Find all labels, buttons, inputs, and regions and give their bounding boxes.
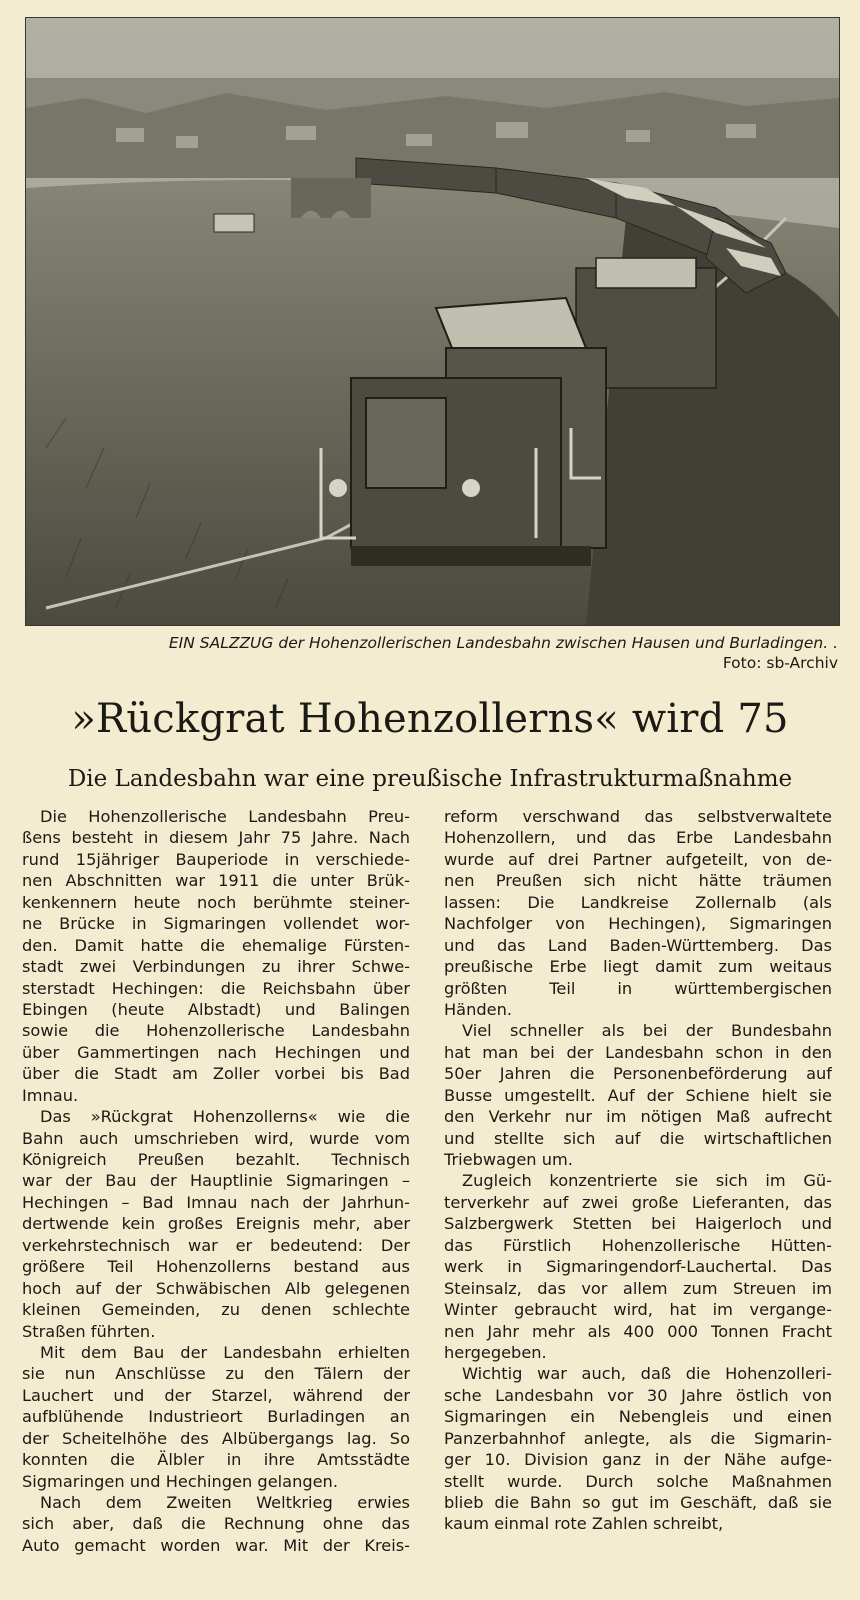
article-line: über Gammertingen nach Hechingen und [22,1042,410,1062]
article-line: ne Brücke in Sigmaringen vollendet wor- [22,914,410,934]
article-line: Händen. [444,999,512,1019]
subheadline: Die Landesbahn war eine preußische Infrastrukturmaßnahme [67,766,793,792]
article-line: stellt wurde. Durch solche Maßnahmen [444,1471,832,1491]
article-line: terverkehr auf zwei große Lieferanten, das [444,1192,832,1212]
article-line: den. Damit hatte die ehemalige Fürsten- [22,935,410,955]
caption-lead: EIN SALZZUG [168,634,274,652]
article-line: größere Teil Hohenzollerns bestand aus [22,1257,410,1277]
article-line: Das »Rückgrat Hohenzollerns« wie die [40,1107,410,1127]
article-line: sie nun Anschlüsse zu den Tälern der [22,1364,410,1384]
caption-text [25,633,838,653]
article-line: den Verkehr nur im nötigen Maß aufrecht [444,1107,832,1127]
article-line: Lauchert und der Starzel, während der [22,1385,410,1405]
article-line: blieb die Bahn so gut im Geschäft, daß sie [444,1493,832,1512]
article-line: Zugleich konzentrierte sie sich im Gü- [462,1171,832,1191]
article-line: Bahn auch umschrieben wird, wurde vom [22,1128,410,1148]
article-column-left [22,806,410,1556]
article-line: konnten die Älbler in ihre Amtsstädte [22,1450,410,1470]
article-line: das Fürstlich Hohenzollerische Hütten- [444,1235,832,1255]
article-line: und das Land Baden-Württemberg. Das [444,935,832,955]
article-line: sich aber, daß die Rechnung ohne das [22,1514,410,1534]
article-line: Straßen führten. [22,1321,156,1341]
article-line: Hohenzollern, und das Erbe Landesbahn [444,828,832,848]
article-line: Mit dem Bau der Landesbahn erhielten [40,1342,410,1362]
article-line: nen Jahr mehr als 400 000 Tonnen Fracht [444,1321,832,1341]
article-line: und stellte sich auf die wirtschaftlichen [444,1128,832,1148]
article-line: Sigmaringen ein Nebengleis und einen [444,1407,832,1427]
article-line: hat man bei der Landesbahn schon in den [444,1042,832,1062]
article-line: Busse umgestellt. Auf der Schiene hielt sie [444,1085,832,1105]
article-line: Panzerbahnhof anlegte, als die Sigmarin- [444,1428,832,1448]
article-line: Die Hohenzollerische Landesbahn Preu- [40,807,410,826]
train-photo [25,17,840,626]
article-line: lassen: Die Landkreise Zollernalb (als [444,892,832,912]
article-line: reform verschwand das selbstverwaltete [444,807,832,826]
article-line: Steinsalz, das vor allem zum Streuen im [444,1278,832,1298]
article-line: Viel schneller als bei der Bundesbahn [462,1021,832,1041]
article-line: hoch auf der Schwäbischen Alb gelegenen [22,1278,410,1298]
article-line: sche Landesbahn vor 30 Jahre östlich von [444,1385,832,1405]
article-line: Wichtig war auch, daß die Hohenzolleri- [462,1364,832,1384]
article-line: Königreich Preußen bezahlt. Technisch [22,1150,410,1169]
article-line: nen Abschnitten war 1911 die unter Brük- [22,871,410,891]
article-line: ger 10. Division ganz in der Nähe aufge- [444,1450,832,1470]
article-line: größten Teil in württembergischen [444,978,832,998]
article-line: Auto gemacht worden war. Mit der Kreis- [22,1535,410,1555]
salt-train-illustration [26,18,839,625]
article-line: sowie die Hohenzollerische Landesbahn [22,1021,410,1041]
article-column-right [444,806,832,1535]
photo-credit: Foto: sb-Archiv [722,654,838,672]
article-line: über die Stadt am Zoller vorbei bis Bad [22,1064,410,1084]
article-line: Nach dem Zweiten Weltkrieg erwies [40,1493,410,1512]
article-line: Ebingen (heute Albstadt) und Balingen [22,999,410,1019]
article-line: kleinen Gemeinden, zu denen schlechte [22,1300,410,1320]
article-line: der Scheitelhöhe des Albübergangs lag. So [22,1428,410,1448]
article-line: wurde auf drei Partner aufgeteilt, von de- [444,849,832,869]
article-line: werk in Sigmaringendorf-Lauchertal. Das [444,1257,832,1277]
article-line: rund 15jähriger Bauperiode in verschiede- [22,849,410,869]
article-line: Hechingen – Bad Imnau nach der Jahrhun- [22,1192,410,1212]
article-line: stadt zwei Verbindungen zu ihrer Schwe- [22,957,410,977]
article-line: ßens besteht in diesem Jahr 75 Jahre. Nach [22,828,410,848]
article-line: Winter gebraucht wird, hat im vergange- [444,1300,832,1320]
photo-caption [25,633,838,673]
article-line: preußische Erbe liegt damit zum weitaus [444,957,832,977]
article-line: Sigmaringen und Hechingen gelangen. [22,1471,338,1491]
article-line: dertwende kein großes Ereignis mehr, aber [22,1214,410,1234]
article-line: 50er Jahren die Personenbeförderung auf [444,1064,832,1084]
article-line: nen Preußen sich nicht hätte träumen [444,871,832,891]
article-line: Triebwagen um. [444,1150,573,1169]
article-line: sterstadt Hechingen: die Reichsbahn über [22,978,410,998]
article-line: hergegeben. [444,1342,547,1362]
caption-rest: der Hohenzollerischen Landesbahn zwischen Hausen und Burladingen. . [278,634,838,652]
article-line: kaum einmal rote Zahlen schreibt, [444,1514,724,1534]
headline: »Rückgrat Hohenzollerns« wird 75 [71,696,789,742]
article-line: Salzbergwerk Stetten bei Haigerloch und [444,1214,832,1234]
article-line: Imnau. [22,1085,79,1105]
article-line: kenkennern heute noch berühmte steiner- [22,892,410,912]
article-line: aufblühende Industrieort Burladingen an [22,1407,410,1427]
article-line: verkehrstechnisch war er bedeutend: Der [22,1235,410,1255]
article-line: war der Bau der Hauptlinie Sigmaringen – [22,1171,410,1191]
article-line: Nachfolger von Hechingen), Sigmaringen [444,914,832,934]
